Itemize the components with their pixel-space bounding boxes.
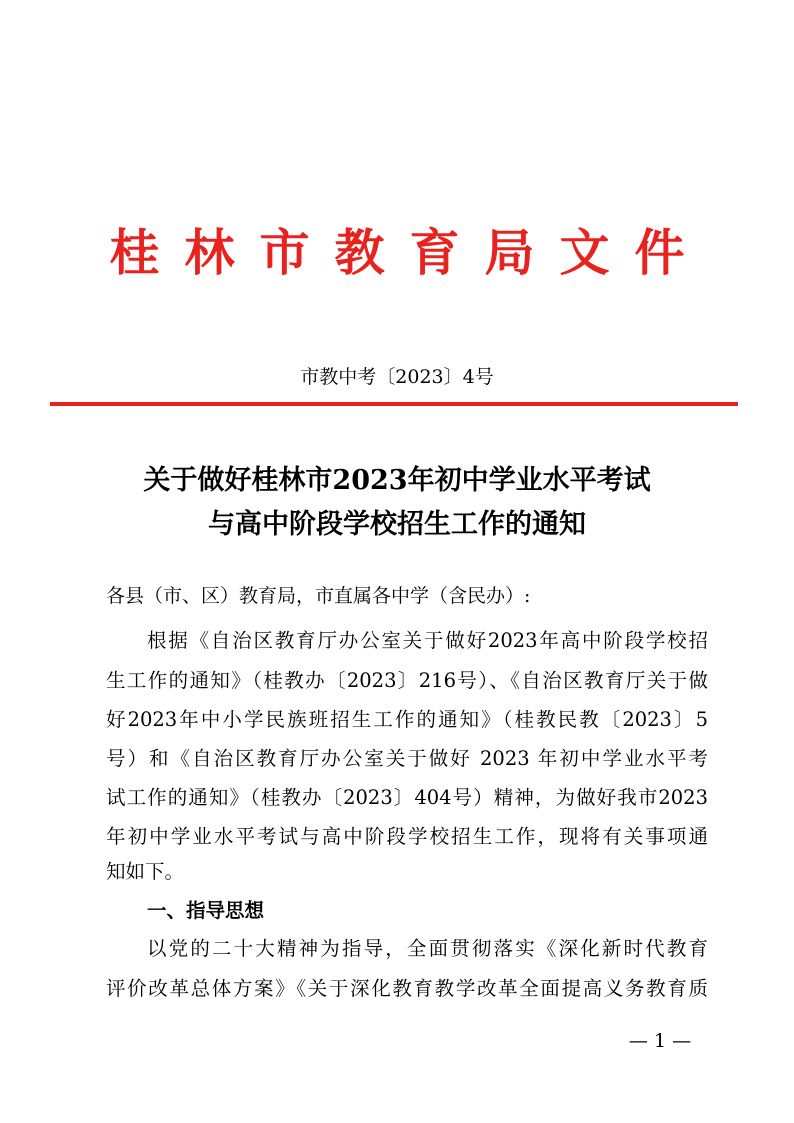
body-line: 试工作的通知》（桂教办〔2023〕404号）精神，为做好我市2023 (106, 786, 708, 809)
red-separator-line (50, 402, 738, 406)
body-line: 生工作的通知》（桂教办〔2023〕216号）、《自治区教育厅关于做 (106, 669, 708, 692)
body-line: 号）和《自治区教育厅办公室关于做好 2023 年初中学业水平考 (106, 747, 708, 770)
salutation: 各县（市、区）教育局，市直属各中学（含民办）: (106, 585, 531, 607)
body-line: 以党的二十大精神为指导，全面贯彻落实《深化新时代教育 (147, 937, 708, 960)
body-line: 知如下。 (106, 860, 185, 883)
document-title-line-1: 关于做好桂林市2023年初中学业水平考试 (143, 465, 651, 496)
section-heading: 一、指导思想 (147, 899, 265, 922)
body-line: 评价改革总体方案》《关于深化教育教学改革全面提高义务教育质 (106, 977, 708, 1000)
document-title-line-2: 与高中阶段学校招生工作的通知 (208, 509, 586, 540)
page-number: — 1 — (628, 1030, 692, 1052)
document-number: 市教中考〔2023〕4号 (300, 366, 494, 388)
body-line: 好2023年中小学民族班招生工作的通知》（桂教民教〔2023〕5 (106, 708, 708, 731)
body-line: 根据《自治区教育厅办公室关于做好2023年高中阶段学校招 (147, 629, 708, 652)
body-line: 年初中学业水平考试与高中阶段学校招生工作，现将有关事项通 (106, 825, 708, 848)
document-masthead: 桂林市教育局文件 (109, 224, 710, 282)
